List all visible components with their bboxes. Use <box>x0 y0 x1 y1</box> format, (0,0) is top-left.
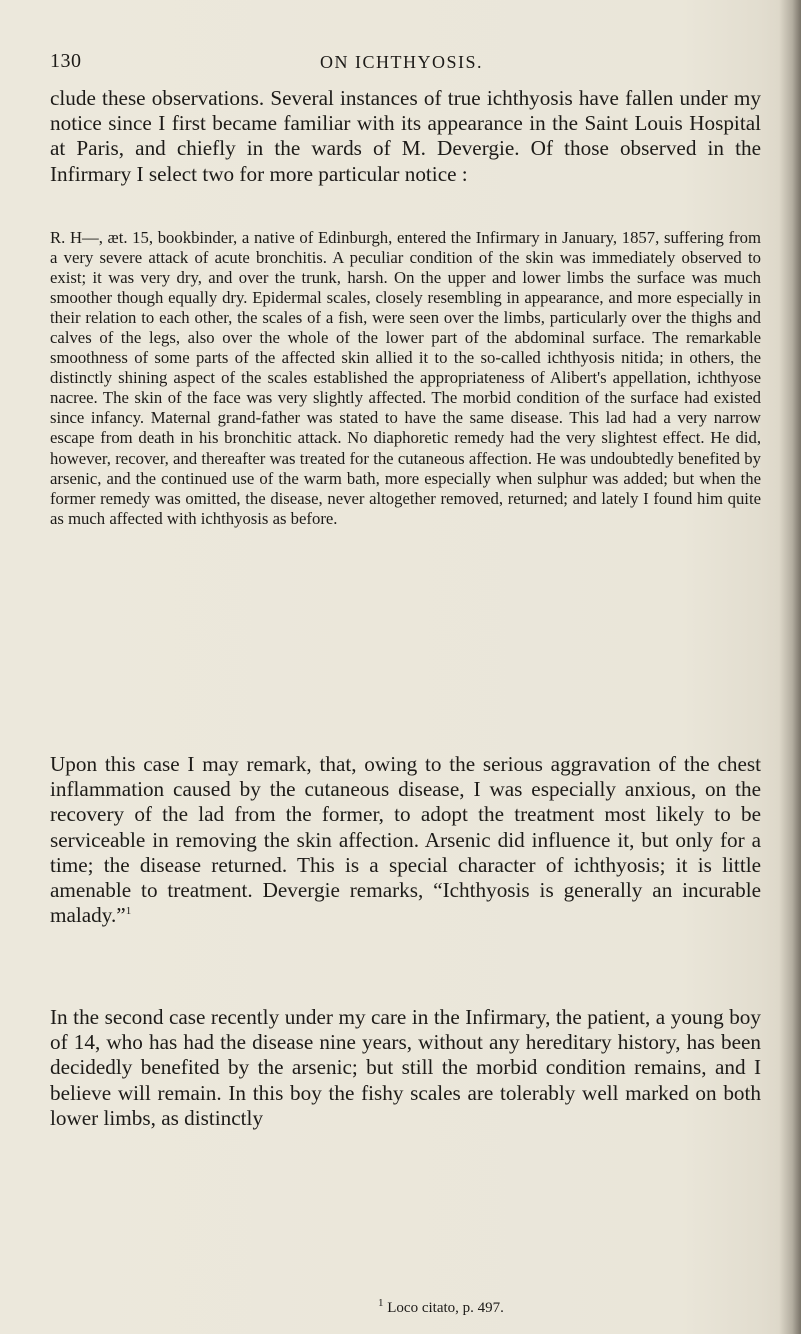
paragraph-intro <box>50 86 761 187</box>
case-report <box>50 228 761 529</box>
paragraph-second-case <box>50 1005 761 1131</box>
footnote-reference: 1 <box>125 905 132 918</box>
footnote-text: Loco citato, p. 497. <box>387 1300 504 1316</box>
paragraph-remark <box>50 752 761 928</box>
case-report-text: R. H—, æt. 15, bookbinder, a native of Edinburgh, entered the Infirmary in January, 1857, suffering from a very severe attack of acute bronchitis. A peculiar condition of the skin was immediately observed to exist; it was very dry, and over the trunk, harsh. On the upper and lower limbs the surface was much smoother though equally dry. Epidermal scales, closely resembling in appearance, and more especially in their relation to each other, the scales of a fish, were seen over the limbs, particularly over the thighs and calves of the legs, also over the whole of the lower part of the abdominal surface. The remarkable smoothness of some parts of the affected skin allied it to the so-called ichthyosis nitida; in others, the distinctly shining aspect of the scales established the appropriateness of Alibert's appellation, ichthyose nacree. The skin of the face was very slightly affected. The morbid condition of the surface had existed since infancy. Maternal grand-father was stated to have the same disease. This lad had a very narrow escape from death in his bronchitic attack. No diaphoretic remedy had the very slightest effect. He did, however, recover, and thereafter was treated for the cutaneous affection. He was undoubtedly benefited by arsenic, and the continued use of the warm bath, more especially when sulphur was added; but when the former remedy was omitted, the disease, never altogether removed, returned; and lately I found him quite as much affected with ichthyosis as before. <box>50 228 761 528</box>
paragraph-remark-body <box>50 752 761 928</box>
footnote-mark: 1 <box>378 1297 384 1309</box>
running-head: ON ICHTHYOSIS. <box>320 52 484 72</box>
binding-shadow <box>779 0 801 1334</box>
page-number: 130 <box>50 50 82 72</box>
footnote <box>378 1297 504 1317</box>
page-header <box>0 50 801 78</box>
paragraph-intro-text: clude these observations. Several instances of true ichthyosis have fallen under my notice since I first became familiar with its appearance in the Saint Louis Hospital at Paris, and chiefly in the wards of M. Devergie. Of those observed in the Infirmary I select two for more particular notice : <box>50 86 761 186</box>
paragraph-remark-text: Upon this case I may remark, that, owing to the serious aggravation of the chest inflammation caused by the cutaneous disease, I was especially anxious, on the recovery of the lad from the former, to adopt the treatment most likely to be serviceable in removing the skin affection. Arsenic did influence it, but only for a time; the disease returned. This is a special character of ichthyosis; it is little amenable to treatment. Devergie remarks, “Ichthyosis is generally an incurable malady.” <box>50 752 761 928</box>
paragraph-second-case-text: In the second case recently under my care in the Infirmary, the patient, a young boy of 14, who has had the disease nine years, without any hereditary history, has been decidedly benefited by the arsenic; but still the morbid condition remains, and I believe will remain. In this boy the fishy scales are tolerably well marked on both lower limbs, as distinctly <box>50 1005 761 1130</box>
